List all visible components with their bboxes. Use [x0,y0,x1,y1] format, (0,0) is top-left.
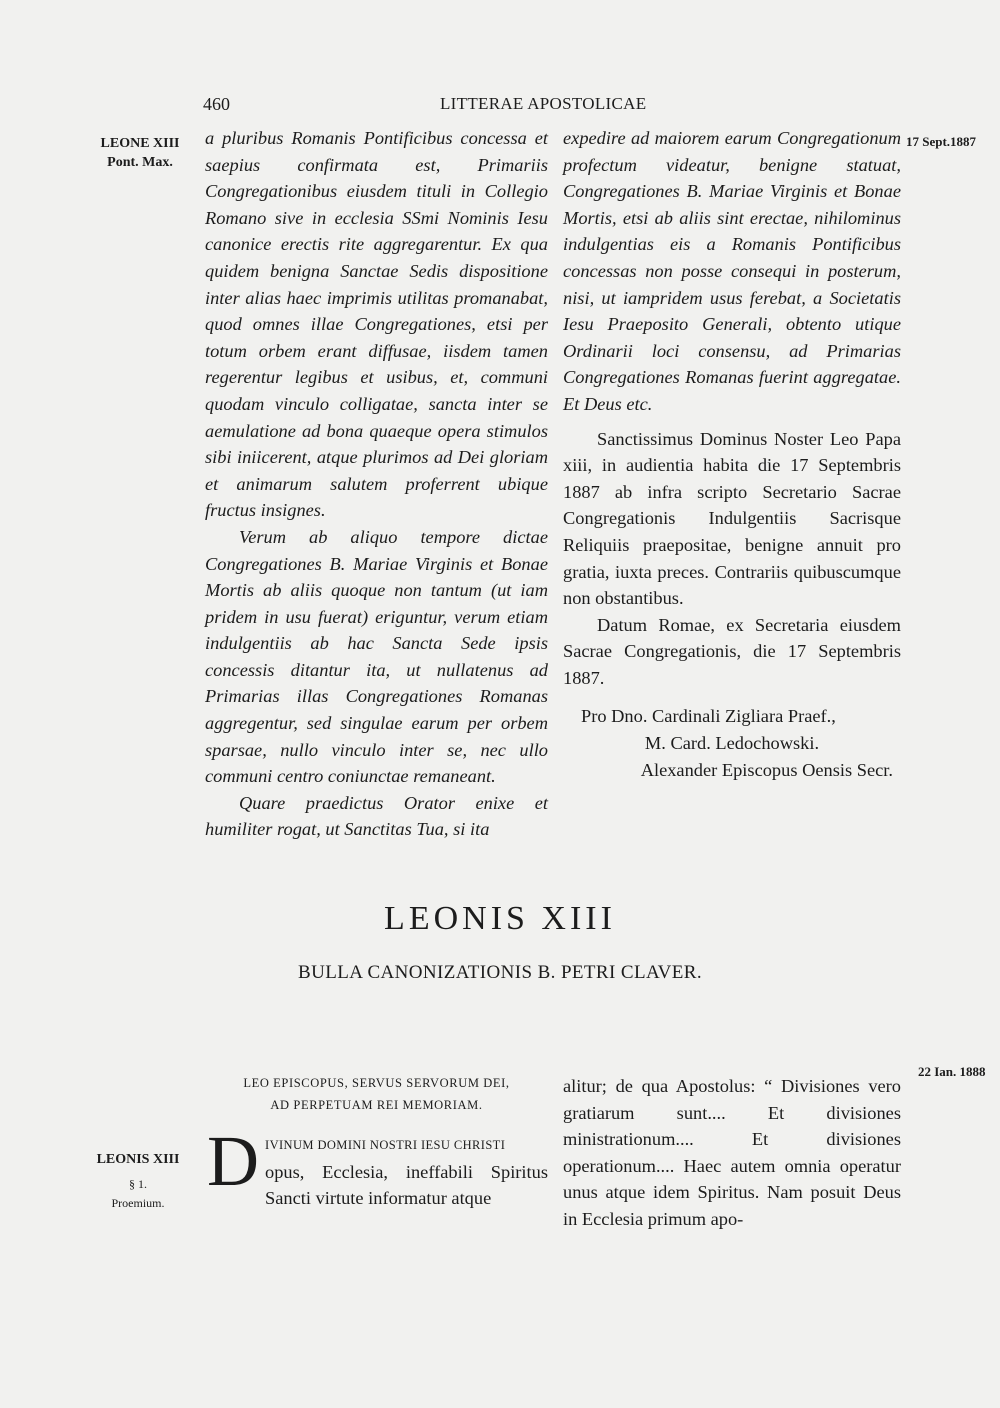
lead-caps: IVINUM DOMINI NOSTRI IESU CHRISTI [265,1138,506,1152]
salutation-line: AD PERPETUAM REI MEMORIAM. [270,1098,483,1112]
paragraph: Sanctissimus Dominus Noster Leo Papa xiii, in audientia habita die 17 Septembris 1887 ab infra scripto Secretario Sacrae Congregationis Indulgentiis Sacrisque Reliquiis praepositae, benigne annuit pro gratia, iuxta preces. Contrariis quibuscumque non obstantibus. [563,428,901,609]
bull-text-left [205,1121,548,1212]
paragraph: Verum ab aliquo tempore dictae Congregationes B. Mariae Virginis et Bonae Mortis ab aliis quoque non tantum (ut iam pridem in usu fuerat) eriguntur, verum etiam indulgentiis ab hac Sancta Sede ipsis concessis ditantur ita, ut nullatenus ad Primarias illas Congregationes Romanas aggregentur, sed singulae earum per orbem sparsae, nullo vinculo inter se, nec ullo communi centro coniunctae remaneant. [205,526,548,787]
page-number: 460 [203,94,230,114]
signature-line: M. Card. Ledochowski. [644,733,820,754]
margin-note-line: Pont. Max. [107,155,173,170]
margin-note-section [88,1150,188,1213]
margin-note-line: LEONE XIII [100,136,180,151]
paragraph: opus, Ecclesia, ineffabili Spiritus Sancti virtute informatur atque [265,1161,548,1209]
paragraph: expedire ad maiorem earum Congregationum profectum videatur, benigne statuat, Congregationes B. Mariae Virginis et Bonae Mortis, etsi ab aliis sint erectae, nihilominus indulgentias eis a Romanis Pontificibus concessas non posse consequi in posterum, nisi, ut iampridem usus ferebat, a Societatis Iesu Praeposito Generali, obtento utique Ordinarii loci consensu, ad Primarias Congregationes Romanas fuerint aggregatae. Et Deus etc. [563,128,901,414]
text-column-left [205,125,548,843]
drop-cap: D [207,1121,259,1201]
running-title: LITTERAE APOSTOLICAE [440,94,647,113]
margin-note-date: 17 Sept.1887 [906,134,977,149]
text-column-right [563,125,901,783]
bull-text-right [563,1073,901,1233]
paragraph: a pluribus Romanis Pontificibus concessa et saepius confirmata est, Primariis Congregationibus eiusdem tituli in Collegio Romano sive in ecclesia SSmi Nominis Iesu canonice erectis rite aggregarentur. Ex qua quidem benigna Sanctae Sedis dispositione inter alias haec imprimis utilitas promanabat, quod omnes illae Congregationes, etsi per totum orbem erant diffusae, iisdem tamen regerentur legibus et usibus, et, communi quodam vinculo colligatae, sancta inter se aemulatione ad bona quaeque opera stimulos sibi iniicerent, atque plurimos ad Dei gloriam et animarum salutem proferrent ubique fructus insignes. [205,128,548,521]
salutation-line: LEO EPISCOPUS, SERVUS SERVORUM DEI, [243,1076,510,1090]
section-title: LEONIS XIII [384,900,616,937]
section-subtitle: BULLA CANONIZATIONIS B. PETRI CLAVER. [298,962,702,983]
paragraph: Datum Romae, ex Secretaria eiusdem Sacrae Congregationis, die 17 Septembris 1887. [563,614,901,688]
margin-note-line: Proemium. [111,1196,165,1210]
margin-note-line: § 1. [129,1177,147,1191]
signature-line: Pro Dno. Cardinali Zigliara Praef., [581,706,836,727]
bull-salutation [205,1072,548,1116]
margin-note-pontiff [90,134,190,172]
margin-note-line: LEONIS XIII [96,1152,180,1167]
paragraph: Quare praedictus Orator enixe et humiliter rogat, ut Sanctitas Tua, si ita [205,792,548,840]
paragraph: alitur; de qua Apostolus: “ Divisiones vero gratiarum sunt.... Et divisiones ministrationum.... Et divisiones operationum.... Haec autem omnia operatur unus atque idem Spiritus. Nam posuit Deus in Ecclesia primum apo- [563,1076,901,1229]
margin-note-date: 22 Ian. 1888 [918,1064,986,1079]
signature-line: Alexander Episcopus Oensis Secr. [640,759,893,780]
